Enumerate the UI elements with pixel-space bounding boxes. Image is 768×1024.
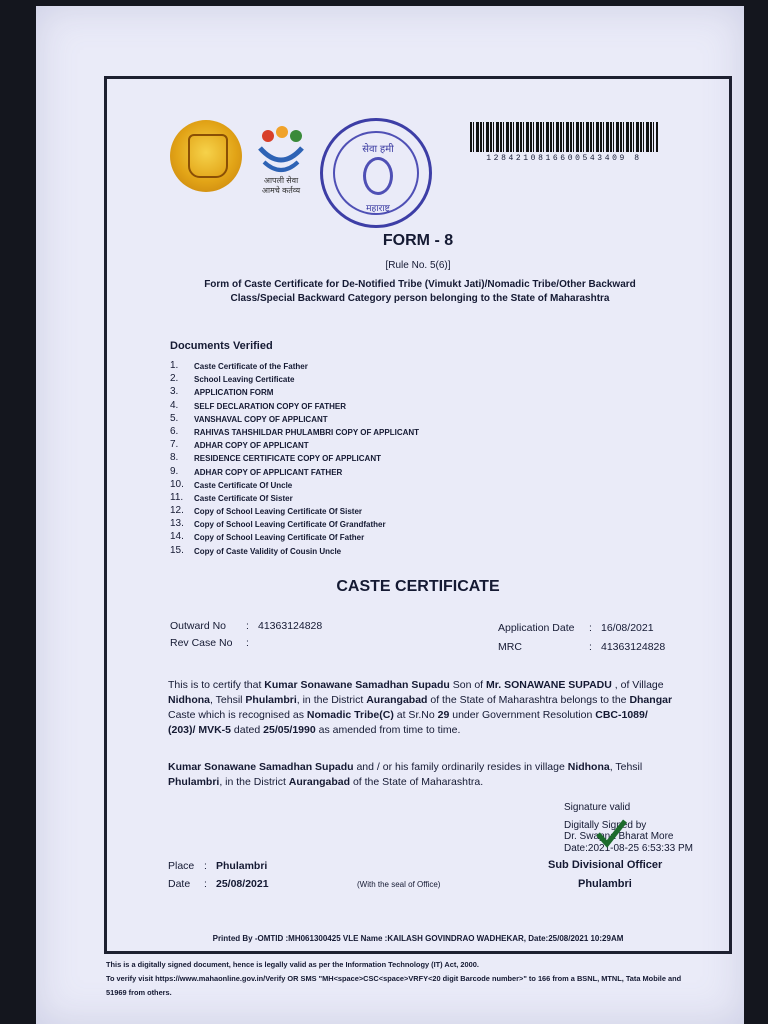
list-item: 7. ADHAR COPY OF APPLICANT: [170, 439, 309, 451]
list-item: 3. APPLICATION FORM: [170, 386, 274, 398]
application-date-value: 16/08/2021: [601, 622, 654, 634]
place-label: Place: [168, 860, 195, 872]
printed-by-line: Printed By -OMTID :MH061300425 VLE Name :KAILASH GOVINDRAO WADHEKAR, Date:25/08/2021 10:29AM: [212, 934, 624, 943]
date-value: 25/08/2021: [216, 878, 269, 890]
list-item: 10. Caste Certificate Of Uncle: [170, 478, 293, 490]
rule-number: [Rule No. 5(6)]: [385, 260, 451, 271]
list-item: 6. RAHIVAS TAHSHILDAR PHULAMBRI COPY OF APPLICANT: [170, 425, 420, 437]
date-colon: :: [204, 878, 207, 890]
documents-list: [170, 360, 590, 558]
date-label: Date: [168, 878, 191, 890]
list-item: 11. Caste Certificate Of Sister: [170, 491, 293, 503]
form-subtitle: Form of Caste Certificate for De-Notified Tribe (Vimukt Jati)/Nomadic Tribe/Other Backward Class/Special Backward Category person belonging to the State of Maharashtra: [204, 279, 636, 304]
mrc-colon: :: [589, 641, 592, 653]
verify-note-continued: 51969 from others.: [106, 988, 172, 997]
list-item: 12. Copy of School Leaving Certificate Of Sister: [170, 505, 363, 517]
signature-valid-text: Signature valid: [564, 802, 631, 813]
barcode-number: 1284210816600543409 8: [486, 154, 642, 163]
place-value: Phulambri: [216, 860, 268, 872]
outward-value: 41363124828: [258, 620, 323, 632]
officer-designation: Sub Divisional Officer: [548, 859, 663, 871]
rev-case-label: Rev Case No: [170, 637, 233, 649]
list-item: 9. ADHAR COPY OF APPLICANT FATHER: [170, 465, 343, 477]
seal-note: (With the seal of Office): [357, 880, 441, 889]
rev-case-colon: :: [246, 637, 249, 649]
mrc-label: MRC: [498, 641, 522, 653]
signature-checkmark-icon: [594, 818, 628, 848]
outward-colon: :: [246, 620, 249, 632]
form-title: FORM - 8: [382, 232, 454, 249]
logo-caption: आपली सेवा आमचे कर्तव्य: [261, 176, 301, 195]
legal-note: This is a digitally signed document, hence is legally valid as per the Information Technology (IT) Act, 2000.: [106, 960, 479, 969]
verify-note: To verify visit https://www.mahaonline.gov.in/Verify OR SMS "MH<space>CSC<space>VRFY<20 digit Barcode number>" to 166 from a BSNL, MTNL, Tata Mobile and: [106, 974, 682, 983]
list-item: 15. Copy of Caste Validity of Cousin Uncle: [170, 544, 342, 556]
place-colon: :: [204, 860, 207, 872]
mrc-value: 41363124828: [601, 641, 666, 653]
digital-signature-block: Signature valid Digitally Signed by Dr. Swapna Bharat More Date:2021-08-25 6:53:33 PM: [564, 802, 693, 854]
certification-paragraph: This is to certify that Kumar Sonawane Samadhan Supadu Son of Mr. SONAWANE SUPADU , of Village Nidhona, Tehsil Phulambri, in the District Aurangabad of the State of Maharashtra belongs to the Dhangar Caste which is recognised as Nomadic Tribe(C) at Sr.No 29 under Government Resolution CBC-1089/ (203)/ MVK-5 dated 25/05/1990 as amended from time to time.: [168, 679, 673, 736]
barcode-icon: [470, 122, 658, 152]
application-date-label: Application Date: [498, 622, 575, 634]
list-item: 8. RESIDENCE CERTIFICATE COPY OF APPLICANT: [170, 452, 381, 464]
list-item: 2. School Leaving Certificate: [170, 373, 295, 385]
documents-heading: Documents Verified: [170, 340, 273, 352]
list-item: 4. SELF DECLARATION COPY OF FATHER: [170, 399, 347, 411]
application-date-colon: :: [589, 622, 592, 634]
certificate-title: CASTE CERTIFICATE: [336, 578, 500, 595]
list-item: 13. Copy of School Leaving Certificate Of Grandfather: [170, 518, 386, 530]
maharashtra-emblem-icon: [170, 120, 242, 192]
list-item: 1. Caste Certificate of the Father: [170, 360, 308, 371]
residence-paragraph: Kumar Sonawane Samadhan Supadu and / or his family ordinarily resides in village Nidhona, Tehsil Phulambri, in the District Aurangabad of the State of Maharashtra.: [168, 761, 643, 788]
outward-label: Outward No: [170, 620, 227, 632]
list-item: 14. Copy of School Leaving Certificate Of Father: [170, 531, 365, 543]
list-item: 5. VANSHAVAL COPY OF APPLICANT: [170, 412, 328, 424]
officer-place: Phulambri: [578, 878, 632, 890]
seva-hami-seal-icon: सेवा हमी महाराष्ट्र: [320, 118, 432, 228]
